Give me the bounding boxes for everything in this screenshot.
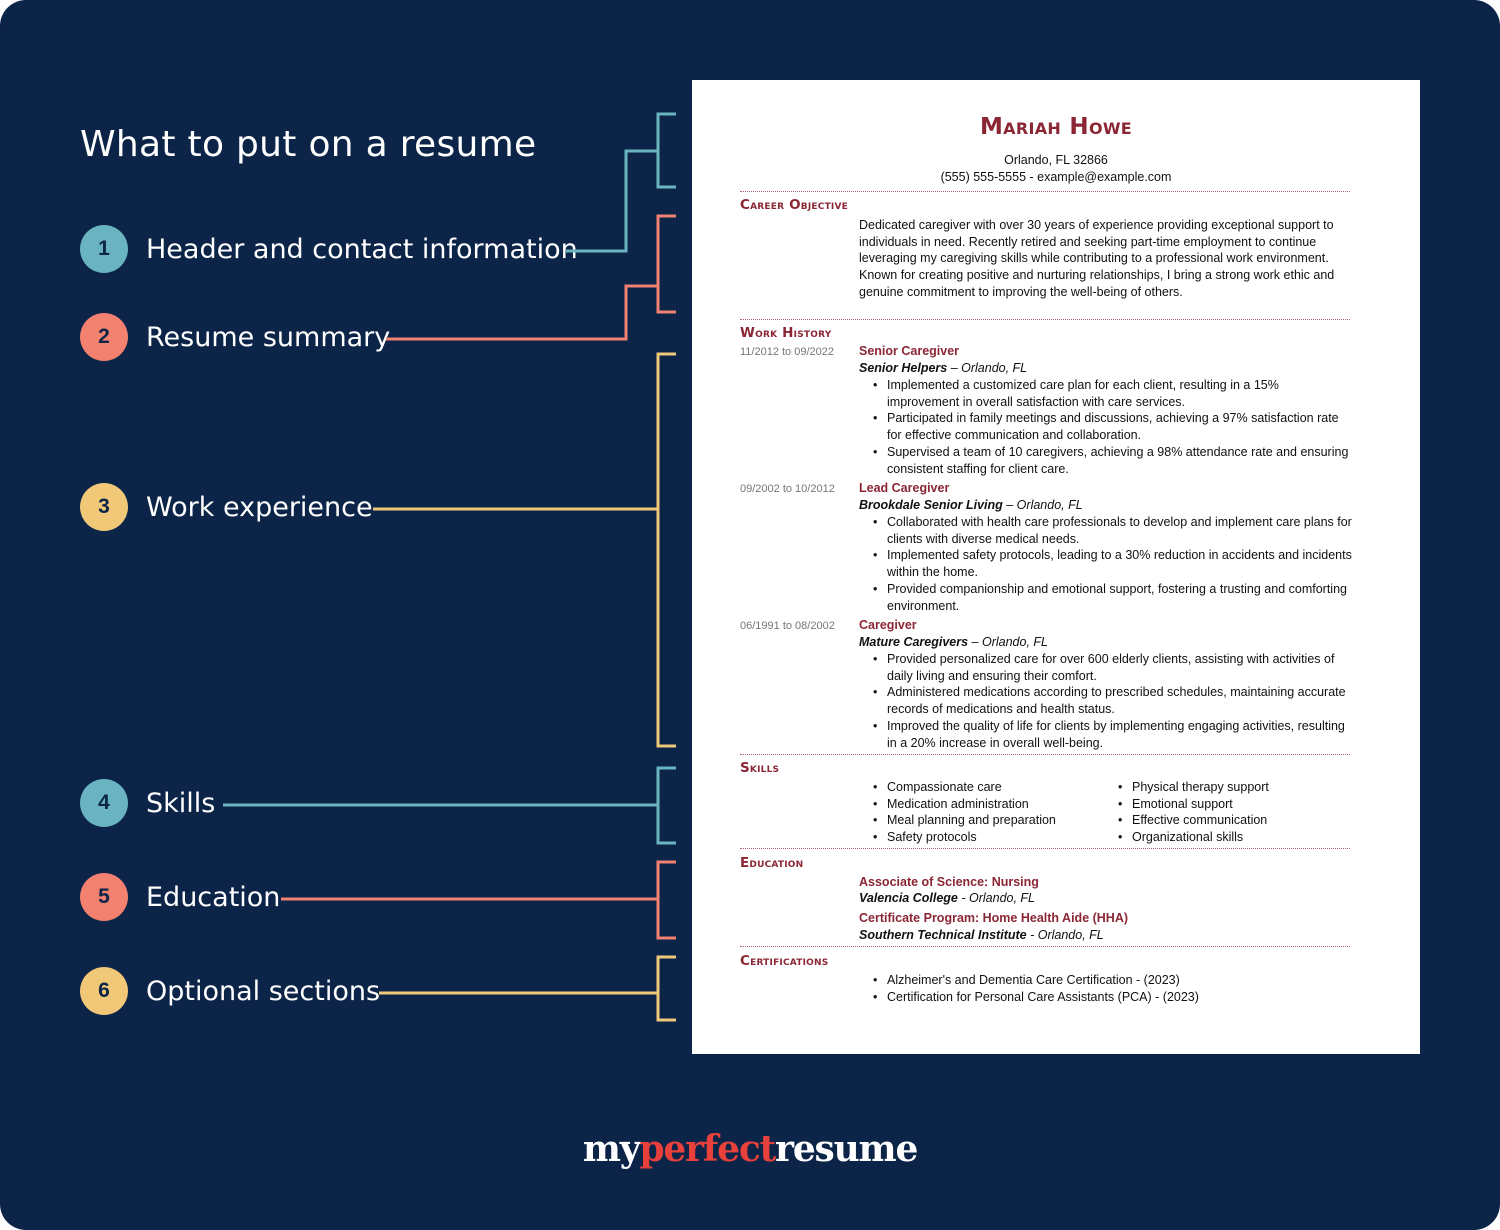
job-dates: 09/2002 to 10/2012: [740, 483, 835, 495]
bracket-header: [658, 114, 676, 187]
job-employer: Mature Caregivers – Orlando, FL: [859, 635, 1048, 649]
step-number-badge: 6: [80, 967, 128, 1015]
list-item: • Collaborated with health care professionals to develop and implement care plans for clients with diverse medical needs.: [877, 514, 1352, 547]
job-employer: Brookdale Senior Living – Orlando, FL: [859, 498, 1083, 512]
job-employer: Senior Helpers – Orlando, FL: [859, 361, 1028, 375]
section-title-work: Work History: [740, 325, 832, 341]
connector-header: [566, 151, 658, 251]
step-label: Skills: [146, 787, 216, 819]
education-degree: Associate of Science: Nursing: [859, 875, 1039, 889]
step-label: Work experience: [146, 491, 373, 523]
job-bullets: [877, 377, 1352, 477]
list-item: • Effective communication: [1122, 812, 1269, 829]
job-title: Lead Caregiver: [859, 481, 950, 495]
bracket-summary: [658, 216, 676, 312]
section-title-objective: Career Objective: [740, 197, 848, 213]
step-number-badge: 4: [80, 779, 128, 827]
job-title: Caregiver: [859, 618, 917, 632]
step-label: Optional sections: [146, 975, 381, 1007]
step-label: Header and contact information: [146, 233, 578, 265]
step-label: Resume summary: [146, 321, 391, 353]
section-title-certifications: Certifications: [740, 953, 829, 969]
step-number-badge: 3: [80, 483, 128, 531]
section-divider: [740, 191, 1350, 192]
list-item: • Implemented safety protocols, leading to a 30% reduction in accidents and incidents within the home.: [877, 547, 1352, 580]
job-bullets: [877, 514, 1352, 614]
education-school: Valencia College - Orlando, FL: [859, 891, 1036, 905]
page-title: What to put on a resume: [80, 124, 537, 165]
section-divider: [740, 946, 1350, 947]
certifications-list: [877, 972, 1352, 1005]
list-item: • Emotional support: [1122, 796, 1269, 813]
skills-list-left: [877, 779, 1056, 846]
step-label: Education: [146, 881, 281, 913]
list-item: • Implemented a customized care plan for each client, resulting in a 15% improvement in overall satisfaction with care services.: [877, 377, 1352, 410]
list-item: • Medication administration: [877, 796, 1056, 813]
step-number-badge: 5: [80, 873, 128, 921]
list-item: • Alzheimer's and Dementia Care Certification - (2023): [877, 972, 1352, 989]
section-divider: [740, 848, 1350, 849]
list-item: • Organizational skills: [1122, 829, 1269, 846]
job-bullets: [877, 651, 1352, 751]
job-dates: 06/1991 to 08/2002: [740, 620, 835, 632]
education-degree: Certificate Program: Home Health Aide (HHA): [859, 911, 1129, 925]
list-item: • Supervised a team of 10 caregivers, achieving a 98% attendance rate and ensuring consistent staffing for client care.: [877, 444, 1352, 477]
brand-logo: myperfectresume: [582, 1128, 918, 1170]
resume-document: [692, 80, 1420, 1054]
list-item: • Improved the quality of life for clients by implementing engaging activities, resulting in a 20% increase in overall well-being.: [877, 718, 1352, 751]
list-item: • Safety protocols: [877, 829, 1056, 846]
list-item: • Provided personalized care for over 600 elderly clients, assisting with activities of daily living and ensuring their comfort.: [877, 651, 1352, 684]
list-item: • Meal planning and preparation: [877, 812, 1056, 829]
bracket-optional: [658, 957, 676, 1020]
list-item: • Administered medications according to prescribed schedules, maintaining accurate records of medications and health status.: [877, 684, 1352, 717]
list-item: • Provided companionship and emotional support, fostering a trusting and comforting environment.: [877, 581, 1352, 614]
step-number-badge: 2: [80, 313, 128, 361]
resume-address: Orlando, FL 32866: [1004, 153, 1108, 167]
skills-list-right: [1122, 779, 1269, 846]
list-item: • Participated in family meetings and discussions, achieving a 97% satisfaction rate for effective communication and collaboration.: [877, 410, 1352, 443]
section-title-education: Education: [740, 855, 804, 871]
list-item: • Physical therapy support: [1122, 779, 1269, 796]
section-title-skills: Skills: [740, 760, 780, 776]
bracket-work: [658, 354, 676, 746]
resume-name: Mariah Howe: [979, 114, 1133, 140]
job-title: Senior Caregiver: [859, 344, 960, 358]
resume-contact: (555) 555-5555 - example@example.com: [940, 170, 1172, 184]
list-item: • Compassionate care: [877, 779, 1056, 796]
list-item: • Certification for Personal Care Assistants (PCA) - (2023): [877, 989, 1352, 1006]
step-number-badge: 1: [80, 225, 128, 273]
section-divider: [740, 319, 1350, 320]
objective-text: Dedicated caregiver with over 30 years of experience providing exceptional support to individuals in need. Recently retired and seeking part-time employment to continue leveraging my caregiving skills while contributing to a professional work environment. Known for creating positive and nurturing relationships, I bring a strong work ethic and genuine commitment to improving the well-being of others.: [859, 218, 1335, 299]
bracket-education: [658, 862, 676, 938]
education-school: Southern Technical Institute - Orlando, FL: [859, 928, 1104, 942]
connector-summary: [386, 286, 658, 339]
bracket-skills: [658, 768, 676, 843]
job-dates: 11/2012 to 09/2022: [740, 346, 834, 358]
section-divider: [740, 754, 1350, 755]
